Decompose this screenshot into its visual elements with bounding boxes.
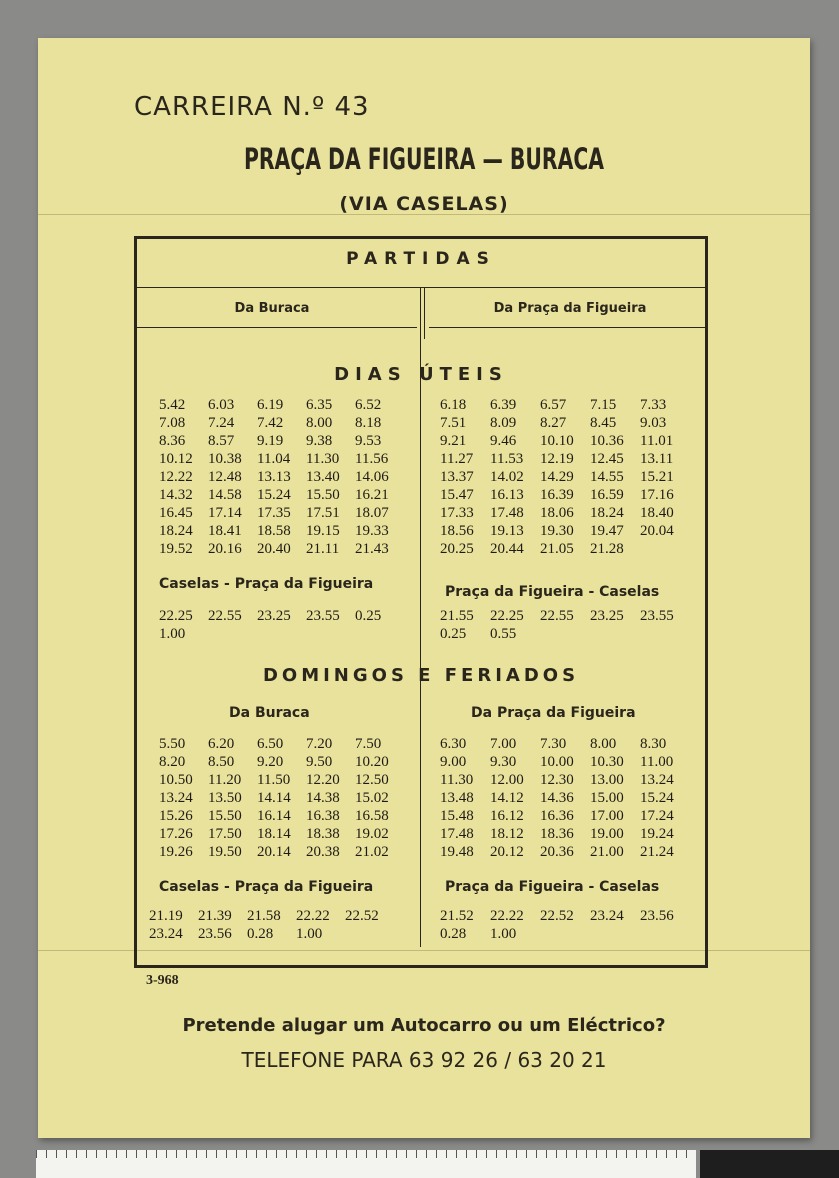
departure-time: 22.22 — [490, 908, 524, 924]
departure-time: 8.20 — [159, 754, 186, 770]
departure-time: 21.43 — [355, 541, 389, 557]
departure-time: 23.24 — [590, 908, 624, 924]
departure-time: 8.45 — [590, 415, 617, 431]
departure-time: 1.00 — [159, 626, 186, 642]
departure-time: 8.00 — [306, 415, 333, 431]
departure-time: 14.58 — [208, 487, 242, 503]
departure-time: 8.36 — [159, 433, 186, 449]
departure-time: 10.30 — [590, 754, 624, 770]
weekday-late-times-left — [159, 607, 404, 643]
departure-time: 10.00 — [540, 754, 574, 770]
departure-time: 19.48 — [440, 844, 474, 860]
departure-time: 13.11 — [640, 451, 674, 467]
departure-time: 21.00 — [590, 844, 624, 860]
departure-time: 21.05 — [540, 541, 574, 557]
departure-time: 9.03 — [640, 415, 667, 431]
departure-time: 9.19 — [257, 433, 284, 449]
departure-time: 13.37 — [440, 469, 474, 485]
departure-time: 21.39 — [198, 908, 232, 924]
departure-time: 13.50 — [208, 790, 242, 806]
holiday-late-times-right — [440, 907, 690, 943]
departure-time: 17.33 — [440, 505, 474, 521]
departure-time: 16.21 — [355, 487, 389, 503]
departure-time: 19.00 — [590, 826, 624, 842]
departure-time: 22.55 — [208, 608, 242, 624]
departure-time: 13.24 — [640, 772, 674, 788]
departure-time: 20.25 — [440, 541, 474, 557]
route-via: (VIA CASELAS) — [339, 193, 509, 215]
departure-time: 6.35 — [306, 397, 333, 413]
departure-time: 9.53 — [355, 433, 382, 449]
departure-time: 6.03 — [208, 397, 235, 413]
departure-time: 22.52 — [540, 908, 574, 924]
print-code: 3-968 — [146, 973, 179, 988]
departure-time: 17.48 — [490, 505, 524, 521]
departure-time: 13.40 — [306, 469, 340, 485]
departure-time: 15.50 — [306, 487, 340, 503]
departure-time: 21.02 — [355, 844, 389, 860]
departure-time: 6.30 — [440, 736, 467, 752]
divider — [137, 327, 417, 328]
departure-time: 5.50 — [159, 736, 186, 752]
holiday-header-from-praca: Da Praça da Figueira — [471, 705, 636, 721]
departure-time: 8.27 — [540, 415, 567, 431]
departure-time: 6.19 — [257, 397, 284, 413]
departure-time: 23.55 — [640, 608, 674, 624]
departure-time: 14.55 — [590, 469, 624, 485]
departure-time: 16.59 — [590, 487, 624, 503]
departure-time: 23.25 — [257, 608, 291, 624]
departure-time: 18.58 — [257, 523, 291, 539]
departure-time: 19.26 — [159, 844, 193, 860]
departure-time: 10.38 — [208, 451, 242, 467]
departure-time: 14.14 — [257, 790, 291, 806]
departure-time: 19.50 — [208, 844, 242, 860]
divider — [429, 327, 705, 328]
departure-time: 17.51 — [306, 505, 340, 521]
departure-time: 18.40 — [640, 505, 674, 521]
departure-time: 0.25 — [440, 626, 467, 642]
departure-time: 21.55 — [440, 608, 474, 624]
departure-time: 10.12 — [159, 451, 193, 467]
departure-time: 22.22 — [296, 908, 330, 924]
departure-time: 19.33 — [355, 523, 389, 539]
departure-time: 21.28 — [590, 541, 624, 557]
departure-time: 11.00 — [640, 754, 674, 770]
departure-time: 18.24 — [159, 523, 193, 539]
departure-time: 7.30 — [540, 736, 567, 752]
departure-time: 10.36 — [590, 433, 624, 449]
departure-time: 15.02 — [355, 790, 389, 806]
late-route-right-title: Praça da Figueira - Caselas — [445, 584, 660, 600]
departure-time: 0.28 — [247, 926, 274, 942]
departure-time: 17.24 — [640, 808, 674, 824]
departure-time: 14.12 — [490, 790, 524, 806]
departure-time: 18.38 — [306, 826, 340, 842]
departure-time: 21.52 — [440, 908, 474, 924]
departure-time: 14.32 — [159, 487, 193, 503]
departure-time: 20.12 — [490, 844, 524, 860]
departure-time: 9.00 — [440, 754, 467, 770]
departure-time: 19.47 — [590, 523, 624, 539]
departure-time: 9.20 — [257, 754, 284, 770]
departure-time: 23.25 — [590, 608, 624, 624]
departure-time: 21.58 — [247, 908, 281, 924]
departure-time: 6.20 — [208, 736, 235, 752]
departure-time: 9.30 — [490, 754, 517, 770]
departure-time: 23.55 — [306, 608, 340, 624]
scale-ruler-end — [700, 1150, 839, 1178]
departure-time: 0.25 — [355, 608, 382, 624]
departure-time: 20.36 — [540, 844, 574, 860]
holiday-late-times-left — [149, 907, 394, 943]
departure-time: 16.36 — [540, 808, 574, 824]
departure-time: 12.30 — [540, 772, 574, 788]
departure-time: 20.04 — [640, 523, 674, 539]
departure-time: 17.26 — [159, 826, 193, 842]
departure-time: 17.50 — [208, 826, 242, 842]
departure-time: 23.56 — [640, 908, 674, 924]
departure-time: 8.00 — [590, 736, 617, 752]
departure-time: 12.22 — [159, 469, 193, 485]
departure-time: 0.28 — [440, 926, 467, 942]
departure-time: 22.25 — [159, 608, 193, 624]
departure-time: 9.38 — [306, 433, 333, 449]
departure-time: 7.20 — [306, 736, 333, 752]
departure-time: 15.24 — [640, 790, 674, 806]
departure-time: 7.42 — [257, 415, 284, 431]
departure-time: 7.08 — [159, 415, 186, 431]
departure-time: 19.30 — [540, 523, 574, 539]
departure-time: 14.02 — [490, 469, 524, 485]
departure-time: 14.38 — [306, 790, 340, 806]
phone-numbers: TELEFONE PARA 63 92 26 / 63 20 21 — [241, 1048, 607, 1072]
holiday-late-route-right-title: Praça da Figueira - Caselas — [445, 879, 660, 895]
rental-ad-text: Pretende alugar um Autocarro ou um Eléctrico? — [182, 1015, 666, 1036]
departure-time: 23.24 — [149, 926, 183, 942]
divider — [137, 287, 705, 288]
holiday-header-from-buraca: Da Buraca — [229, 705, 310, 721]
departure-time: 17.35 — [257, 505, 291, 521]
departure-time: 20.44 — [490, 541, 524, 557]
departure-time: 16.14 — [257, 808, 291, 824]
departure-time: 6.57 — [540, 397, 567, 413]
departure-time: 17.14 — [208, 505, 242, 521]
departure-time: 8.30 — [640, 736, 667, 752]
weekday-late-times-right — [440, 607, 690, 643]
departure-time: 11.20 — [208, 772, 242, 788]
departure-time: 9.46 — [490, 433, 517, 449]
departure-time: 0.55 — [490, 626, 517, 642]
departure-time: 13.00 — [590, 772, 624, 788]
departure-time: 20.40 — [257, 541, 291, 557]
departure-time: 18.24 — [590, 505, 624, 521]
departure-time: 12.19 — [540, 451, 574, 467]
departure-time: 10.20 — [355, 754, 389, 770]
departure-time: 11.27 — [440, 451, 474, 467]
weekday-times-from-praca — [440, 396, 690, 558]
departure-time: 21.11 — [306, 541, 340, 557]
departure-time: 12.45 — [590, 451, 624, 467]
departure-time: 12.50 — [355, 772, 389, 788]
departure-time: 15.47 — [440, 487, 474, 503]
scale-ruler — [36, 1150, 696, 1178]
departure-time: 18.12 — [490, 826, 524, 842]
departure-time: 7.33 — [640, 397, 667, 413]
column-divider — [424, 287, 425, 339]
departure-time: 14.29 — [540, 469, 574, 485]
departure-time: 15.50 — [208, 808, 242, 824]
departure-time: 8.57 — [208, 433, 235, 449]
departure-time: 1.00 — [490, 926, 517, 942]
departure-time: 18.14 — [257, 826, 291, 842]
departure-time: 8.50 — [208, 754, 235, 770]
departure-time: 16.38 — [306, 808, 340, 824]
departure-time: 20.16 — [208, 541, 242, 557]
departure-time: 10.50 — [159, 772, 193, 788]
weekdays-title: DIAS ÚTEIS — [334, 364, 508, 385]
holiday-late-route-left-title: Caselas - Praça da Figueira — [159, 879, 374, 895]
departure-time: 8.09 — [490, 415, 517, 431]
departure-time: 1.00 — [296, 926, 323, 942]
departure-time: 15.26 — [159, 808, 193, 824]
departure-time: 7.51 — [440, 415, 467, 431]
departure-time: 15.00 — [590, 790, 624, 806]
partidas-title: PARTIDAS — [346, 249, 496, 269]
departure-time: 18.07 — [355, 505, 389, 521]
departure-time: 11.30 — [440, 772, 474, 788]
timetable-leaflet — [38, 38, 810, 1138]
column-divider — [420, 287, 421, 947]
departure-time: 17.48 — [440, 826, 474, 842]
departure-time: 9.21 — [440, 433, 467, 449]
departure-time: 13.24 — [159, 790, 193, 806]
departure-time: 16.58 — [355, 808, 389, 824]
departure-time: 12.48 — [208, 469, 242, 485]
departure-time: 11.30 — [306, 451, 340, 467]
departure-time: 18.56 — [440, 523, 474, 539]
departure-time: 6.50 — [257, 736, 284, 752]
departure-time: 15.48 — [440, 808, 474, 824]
departure-time: 8.18 — [355, 415, 382, 431]
departure-time: 17.00 — [590, 808, 624, 824]
departure-time: 5.42 — [159, 397, 186, 413]
departure-time: 16.13 — [490, 487, 524, 503]
departure-time: 19.15 — [306, 523, 340, 539]
departure-time: 12.00 — [490, 772, 524, 788]
departure-time: 16.45 — [159, 505, 193, 521]
departure-time: 7.00 — [490, 736, 517, 752]
departure-time: 21.24 — [640, 844, 674, 860]
departure-time: 15.21 — [640, 469, 674, 485]
route-number: CARREIRA N.º 43 — [134, 92, 370, 122]
departure-time: 9.50 — [306, 754, 333, 770]
departure-time: 16.39 — [540, 487, 574, 503]
departure-time: 21.19 — [149, 908, 183, 924]
departure-time: 23.56 — [198, 926, 232, 942]
departure-time: 11.04 — [257, 451, 291, 467]
departure-time: 19.52 — [159, 541, 193, 557]
departure-time: 15.24 — [257, 487, 291, 503]
departure-time: 22.52 — [345, 908, 379, 924]
late-route-left-title: Caselas - Praça da Figueira — [159, 576, 374, 592]
holiday-times-from-praca — [440, 735, 690, 861]
departure-time: 6.39 — [490, 397, 517, 413]
departure-time: 18.36 — [540, 826, 574, 842]
timetable-box — [134, 236, 708, 968]
holidays-title: DOMINGOS E FERIADOS — [262, 665, 580, 686]
departure-time: 22.55 — [540, 608, 574, 624]
departure-time: 11.50 — [257, 772, 291, 788]
departure-time: 18.06 — [540, 505, 574, 521]
departure-time: 6.52 — [355, 397, 382, 413]
departure-time: 6.18 — [440, 397, 467, 413]
departure-time: 13.48 — [440, 790, 474, 806]
departure-time: 7.24 — [208, 415, 235, 431]
departure-time: 17.16 — [640, 487, 674, 503]
departure-time: 14.36 — [540, 790, 574, 806]
departure-time: 10.10 — [540, 433, 574, 449]
route-name: PRAÇA DA FIGUEIRA — BURACA — [243, 142, 605, 176]
departure-time: 16.12 — [490, 808, 524, 824]
departure-time: 12.20 — [306, 772, 340, 788]
departure-time: 19.24 — [640, 826, 674, 842]
header-from-praca: Da Praça da Figueira — [493, 301, 647, 316]
departure-time: 22.25 — [490, 608, 524, 624]
departure-time: 18.41 — [208, 523, 242, 539]
departure-time: 11.56 — [355, 451, 389, 467]
departure-time: 14.06 — [355, 469, 389, 485]
header-from-buraca: Da Buraca — [234, 301, 310, 316]
departure-time: 19.02 — [355, 826, 389, 842]
weekday-times-from-buraca — [159, 396, 404, 558]
departure-time: 19.13 — [490, 523, 524, 539]
departure-time: 7.15 — [590, 397, 617, 413]
departure-time: 20.14 — [257, 844, 291, 860]
departure-time: 13.13 — [257, 469, 291, 485]
departure-time: 11.01 — [640, 433, 674, 449]
departure-time: 7.50 — [355, 736, 382, 752]
departure-time: 20.38 — [306, 844, 340, 860]
departure-time: 11.53 — [490, 451, 524, 467]
holiday-times-from-buraca — [159, 735, 404, 861]
